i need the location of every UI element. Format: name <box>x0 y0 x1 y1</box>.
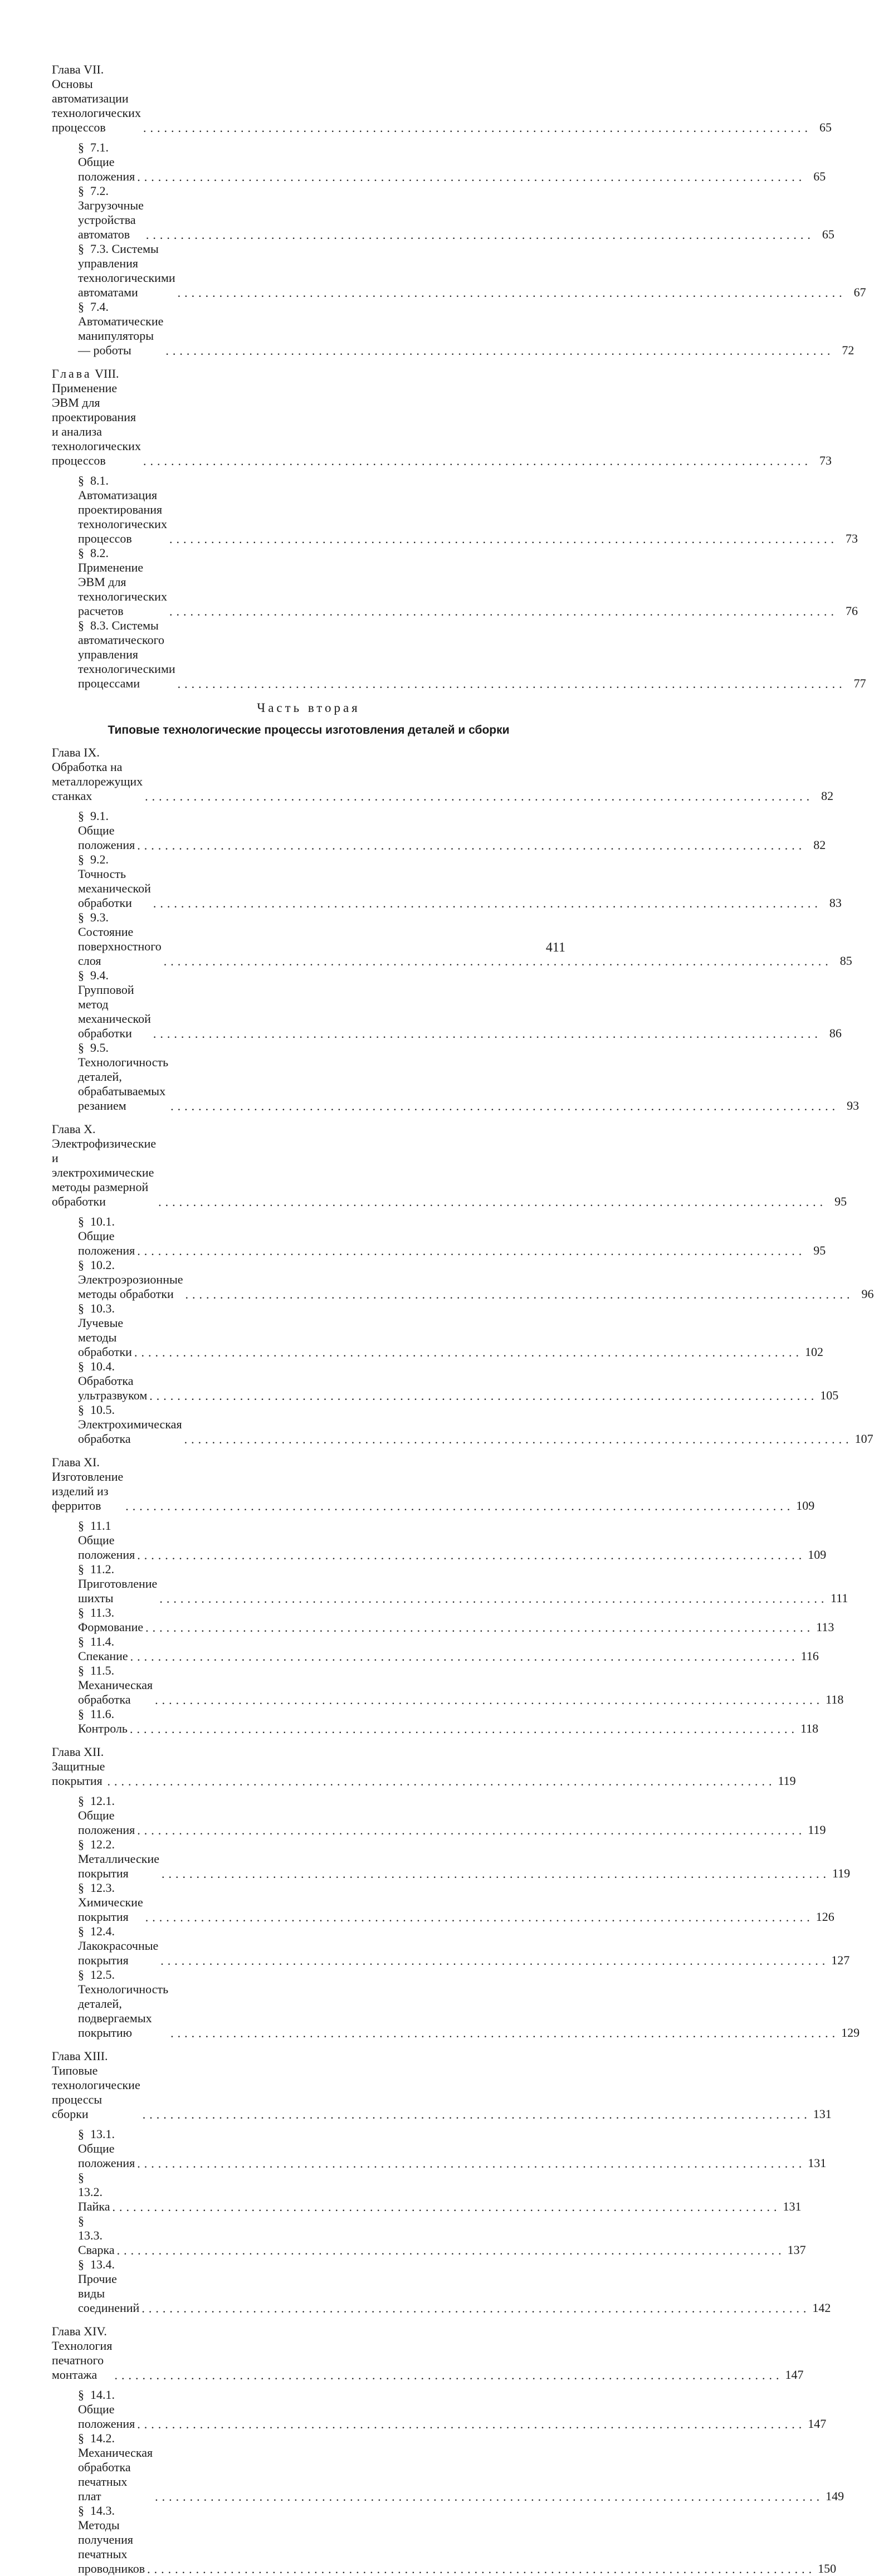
section-number: 14.2. <box>90 2431 115 2445</box>
section-number: 7.4. <box>90 300 109 314</box>
section-title <box>78 618 175 691</box>
section-label: Системы управления технологическими автоматами <box>78 242 175 299</box>
section-label: Общие положения <box>78 155 135 183</box>
section-number: 11.5. <box>90 1663 115 1677</box>
section-label: Методы получения печатных проводников <box>78 2518 145 2575</box>
section-symbol: § <box>78 2388 84 2402</box>
section-title <box>78 2170 110 2214</box>
section-page: 137 <box>787 2243 806 2257</box>
dot-leader: ................................................................................................ <box>149 1389 818 1403</box>
section-number: 13.3. <box>78 2228 102 2242</box>
dot-leader: ................................................................................................ <box>112 2200 781 2214</box>
section-list <box>52 474 866 691</box>
toc-section <box>52 1635 819 1663</box>
section-number: 8.1. <box>90 474 109 487</box>
toc-section <box>52 910 852 968</box>
dot-leader: ................................................................................................ <box>145 789 814 803</box>
section-symbol: § <box>78 809 84 823</box>
dot-leader: ................................................................................................ <box>155 2490 824 2504</box>
section-page: 105 <box>820 1388 839 1402</box>
dot-leader: ................................................................................................ <box>134 1345 803 1359</box>
toc-chapter-13 <box>52 2049 832 2121</box>
section-symbol: § <box>78 1041 84 1055</box>
chapter-page: 109 <box>796 1499 815 1513</box>
section-title <box>78 2388 135 2431</box>
dot-leader: ................................................................................................ <box>141 2301 810 2315</box>
toc-section <box>52 1707 819 1736</box>
section-page: 85 <box>839 954 852 968</box>
chapter-page: 73 <box>819 453 832 467</box>
section-symbol: § <box>78 1794 84 1808</box>
section-label: Приготовление шихты <box>78 1577 158 1605</box>
toc-section <box>52 618 866 691</box>
toc-section <box>52 852 842 910</box>
section-number: 10.4. <box>90 1359 115 1373</box>
section-page: 147 <box>808 2417 827 2431</box>
section-page: 116 <box>800 1649 819 1663</box>
section-number: 12.2. <box>90 1837 115 1851</box>
section-title <box>78 1881 143 1924</box>
section-page: 102 <box>804 1345 823 1359</box>
section-title <box>78 242 175 300</box>
section-number: 8.2. <box>90 546 109 560</box>
section-title <box>78 1794 135 1837</box>
section-number: 9.2. <box>90 852 109 866</box>
section-number: 12.5. <box>90 1968 115 1982</box>
section-symbol: § <box>78 546 84 560</box>
chapter-title: Глава XIV. Технология печатного монтажа <box>52 2324 113 2382</box>
section-symbol: § <box>78 300 84 314</box>
section-page: 113 <box>816 1620 834 1634</box>
section-title <box>78 2127 135 2170</box>
section-title <box>78 1301 132 1359</box>
section-number: 14.1. <box>90 2388 115 2402</box>
chapter-title: Глава VIII. Применение ЭВМ для проектирования и анализа технологических процессов <box>52 367 141 467</box>
dot-leader: ................................................................................................ <box>177 286 846 300</box>
section-symbol: § <box>78 1258 84 1272</box>
section-title <box>78 1606 143 1635</box>
toc-chapter-11 <box>52 1455 815 1513</box>
section-title <box>78 140 135 184</box>
chapter-title: Глава VII. Основы автоматизации технологических процессов <box>52 62 141 134</box>
dot-leader: ................................................................................................ <box>137 1823 806 1837</box>
toc-section <box>52 1606 834 1635</box>
chapter-page: 131 <box>813 2107 832 2121</box>
section-number: 10.2. <box>90 1258 115 1272</box>
section-title <box>78 2257 139 2315</box>
section-number: 12.1. <box>90 1794 115 1808</box>
toc-section <box>52 2257 831 2315</box>
dot-leader: ................................................................................................ <box>145 1621 814 1635</box>
section-number: 13.1. <box>90 2127 115 2141</box>
section-symbol: § <box>78 618 84 632</box>
section-title <box>78 1924 158 1968</box>
toc-section <box>52 2388 827 2431</box>
chapter-title: Глава XII. Защитные покрытия <box>52 1745 105 1788</box>
section-page: 119 <box>832 1866 851 1880</box>
dot-leader: ................................................................................................ <box>137 170 806 184</box>
toc-section <box>52 1794 826 1837</box>
chapter-page: 82 <box>821 789 834 803</box>
section-label: Пайка <box>78 2199 110 2213</box>
toc-section <box>52 546 858 618</box>
toc-section <box>52 1041 860 1113</box>
section-label: Применение ЭВМ для технологических расчетов <box>78 560 167 618</box>
toc-section <box>52 1519 827 1562</box>
section-label: Сварка <box>78 2243 115 2257</box>
chapter-title: Глава XIII. Типовые технологические процессы сборки <box>52 2049 140 2121</box>
section-label: Механическая обработка печатных плат <box>78 2446 153 2503</box>
toc-section <box>52 140 826 184</box>
section-title <box>78 968 151 1041</box>
section-page: 126 <box>816 1910 834 1924</box>
toc-section <box>52 809 826 852</box>
section-label: Технологичность деталей, подвергаемых покрытию <box>78 1982 169 2040</box>
section-page: 65 <box>813 169 826 183</box>
section-number: 7.2. <box>90 184 109 198</box>
section-page: 96 <box>861 1287 874 1301</box>
section-symbol: § <box>78 184 84 198</box>
dot-leader: ................................................................................................ <box>137 1548 806 1562</box>
section-title <box>78 1214 135 1258</box>
dot-leader: ................................................................................................ <box>153 1027 822 1041</box>
toc-section <box>52 968 842 1041</box>
section-title <box>78 1562 157 1606</box>
section-title <box>78 2214 115 2257</box>
section-title <box>78 1663 153 1707</box>
dot-leader: ................................................................................................ <box>145 1910 814 1924</box>
section-list <box>52 2388 844 2576</box>
section-page: 131 <box>808 2156 827 2170</box>
section-symbol: § <box>78 1837 84 1851</box>
section-label: Общие положения <box>78 1533 135 1562</box>
section-title <box>78 2431 153 2504</box>
section-symbol: § <box>78 1214 84 1228</box>
section-symbol: § <box>78 1359 84 1373</box>
section-title <box>78 546 167 618</box>
section-number: 11.4. <box>90 1635 115 1648</box>
section-page: 82 <box>813 838 826 852</box>
section-label: Общие положения <box>78 2402 135 2431</box>
section-number: 14.3. <box>90 2504 115 2518</box>
section-label: Механическая обработка <box>78 1678 153 1706</box>
dot-leader: ................................................................................................ <box>130 1650 799 1663</box>
chapter-page: 147 <box>785 2368 804 2382</box>
section-label: Прочие виды соединений <box>78 2272 140 2315</box>
section-label: Системы автоматического управления технологическими процессами <box>78 618 175 690</box>
section-page: 129 <box>841 2026 860 2040</box>
toc-chapter-8 <box>52 367 832 468</box>
dot-leader: ................................................................................................ <box>116 2243 785 2257</box>
section-page: 131 <box>783 2199 802 2213</box>
dot-leader: ................................................................................................ <box>137 2417 806 2431</box>
toc-section <box>52 184 834 242</box>
dot-leader: ................................................................................................ <box>160 1954 829 1968</box>
chapter-title: Глава X. Электрофизические и электрохимические методы размерной обработки <box>52 1122 157 1208</box>
section-page: 86 <box>829 1026 842 1040</box>
toc-section <box>52 1214 826 1258</box>
section-label: Точность механической обработки <box>78 867 151 910</box>
section-list <box>52 1794 860 2040</box>
section-label: Групповой метод механической обработки <box>78 983 151 1040</box>
section-label: Общие положения <box>78 1808 135 1837</box>
section-label: Автоматические манипуляторы — роботы <box>78 314 164 357</box>
section-title <box>78 1041 168 1113</box>
section-title <box>78 852 151 910</box>
toc-chapter-14 <box>52 2324 804 2382</box>
section-title <box>78 1403 182 1446</box>
section-symbol: § <box>78 1519 84 1533</box>
section-number: 7.1. <box>90 140 109 154</box>
section-title <box>78 1707 128 1736</box>
dot-leader: ................................................................................................ <box>145 228 814 242</box>
dot-leader: ................................................................................................ <box>185 1287 854 1301</box>
toc-section <box>52 1403 873 1446</box>
toc-section <box>52 474 858 546</box>
dot-leader: ................................................................................................ <box>153 896 822 910</box>
section-list <box>52 1214 874 1446</box>
section-page: 109 <box>808 1548 827 1562</box>
section-page: 83 <box>829 896 842 910</box>
dot-leader: ................................................................................................ <box>158 1195 827 1209</box>
toc-section <box>52 2170 802 2214</box>
section-list <box>52 809 860 1113</box>
section-number: 9.4. <box>90 968 109 982</box>
section-page: 111 <box>830 1591 848 1605</box>
section-title <box>78 300 163 358</box>
toc-section <box>52 2504 837 2576</box>
toc-section <box>52 300 855 358</box>
section-symbol: § <box>78 1707 84 1721</box>
section-page: 150 <box>818 2562 837 2575</box>
dot-leader: ................................................................................................ <box>107 1774 776 1788</box>
chapter-title: Глава XI. Изготовление изделий из ферритов <box>52 1455 124 1513</box>
section-symbol: § <box>78 1881 84 1895</box>
section-number: 10.1. <box>90 1214 115 1228</box>
section-symbol: § <box>78 2127 84 2141</box>
section-symbol: § <box>78 1606 84 1619</box>
section-number: 13.4. <box>90 2257 115 2271</box>
section-page: 149 <box>826 2489 844 2503</box>
section-symbol: § <box>78 2170 84 2184</box>
section-number: 12.3. <box>90 1881 115 1895</box>
toc-chapter-9 <box>52 745 834 803</box>
section-title <box>78 1837 159 1881</box>
section-page: 93 <box>847 1099 860 1113</box>
section-label: Контроль <box>78 1721 128 1735</box>
section-label: Лучевые методы обработки <box>78 1316 132 1359</box>
section-label: Общие положения <box>78 2141 135 2170</box>
part-title: Часть вторая <box>257 701 360 715</box>
section-number: 10.3. <box>90 1301 115 1315</box>
toc-section <box>52 1924 850 1968</box>
section-page: 119 <box>808 1823 826 1837</box>
page-number: 411 <box>545 940 565 955</box>
chapter-title: Глава IX. Обработка на металлорежущих станках <box>52 745 143 803</box>
section-symbol: § <box>78 2257 84 2271</box>
section-symbol: § <box>78 910 84 924</box>
section-number: 8.3. <box>90 618 109 632</box>
toc-chapter-7 <box>52 62 832 135</box>
section-number: 11.6. <box>90 1707 115 1721</box>
section-symbol: § <box>78 1663 84 1677</box>
section-label: Общие положения <box>78 823 135 852</box>
dot-leader: ................................................................................................ <box>137 838 806 852</box>
dot-leader: ................................................................................................ <box>143 454 812 468</box>
section-title <box>78 1258 183 1301</box>
dot-leader: ................................................................................................ <box>163 954 832 968</box>
section-label: Спекание <box>78 1649 128 1663</box>
section-page: 73 <box>845 531 858 545</box>
section-title <box>78 184 144 242</box>
section-title <box>78 809 135 852</box>
section-symbol: § <box>78 1403 84 1417</box>
section-symbol: § <box>78 2431 84 2445</box>
dot-leader: ................................................................................................ <box>165 344 834 358</box>
section-page: 76 <box>845 604 858 618</box>
section-symbol: § <box>78 1301 84 1315</box>
chapter-page: 65 <box>819 120 832 134</box>
section-symbol: § <box>78 1968 84 1982</box>
section-symbol: § <box>78 2214 84 2228</box>
section-list <box>52 140 866 358</box>
section-number: 7.3. <box>90 242 109 256</box>
section-label: Электроэрозионные методы обработки <box>78 1272 183 1301</box>
toc-section <box>52 1837 851 1881</box>
section-label: Лакокрасочные покрытия <box>78 1939 159 1967</box>
dot-leader: ................................................................................................ <box>155 1693 824 1707</box>
toc-section <box>52 1968 860 2040</box>
section-number: 12.4. <box>90 1924 115 1938</box>
section-number: 11.1 <box>90 1519 111 1533</box>
section-symbol: § <box>78 1635 84 1648</box>
section-symbol: § <box>78 140 84 154</box>
section-symbol: § <box>78 1562 84 1576</box>
section-symbol: § <box>78 968 84 982</box>
section-page: 142 <box>812 2301 831 2315</box>
dot-leader: ................................................................................................ <box>125 1499 794 1513</box>
toc-section <box>52 2214 806 2257</box>
section-number: 9.1. <box>90 809 109 823</box>
dot-leader: ................................................................................................ <box>170 1099 839 1113</box>
dot-leader: ................................................................................................ <box>137 1244 806 1258</box>
section-label: Обработка ультразвуком <box>78 1374 148 1402</box>
toc-section <box>52 2127 827 2170</box>
dot-leader: ................................................................................................ <box>169 604 838 618</box>
section-symbol: § <box>78 242 84 256</box>
chapter-page: 95 <box>834 1194 847 1208</box>
dot-leader: ................................................................................................ <box>143 121 812 135</box>
section-list <box>52 2127 831 2315</box>
section-label: Загрузочные устройства автоматов <box>78 198 144 241</box>
section-page: 77 <box>853 676 866 690</box>
table-of-contents <box>52 62 874 2576</box>
section-label: Технологичность деталей, обрабатываемых резанием <box>78 1055 169 1113</box>
dot-leader: ................................................................................................ <box>170 2026 839 2040</box>
toc-section <box>52 1663 844 1707</box>
section-label: Электрохимическая обработка <box>78 1417 182 1446</box>
section-title <box>78 1968 168 2040</box>
dot-leader: ................................................................................................ <box>161 1867 830 1881</box>
section-page: 65 <box>822 227 834 241</box>
section-number: 9.3. <box>90 910 109 924</box>
toc-chapter-10 <box>52 1122 847 1209</box>
section-number: 10.5. <box>90 1403 115 1417</box>
section-page: 67 <box>853 285 866 299</box>
part-subtitle: Типовые технологические процессы изготовления деталей и сборки <box>108 724 510 736</box>
dot-leader: ................................................................................................ <box>137 2157 806 2170</box>
section-label: Автоматизация проектирования технологических процессов <box>78 488 167 545</box>
toc-section <box>52 1301 823 1359</box>
section-page: 118 <box>800 1721 819 1735</box>
section-label: Общие положения <box>78 1229 135 1257</box>
section-number: 11.3. <box>90 1606 115 1619</box>
toc-chapter-12 <box>52 1745 796 1788</box>
section-page: 107 <box>855 1432 873 1446</box>
section-title <box>78 910 162 968</box>
toc-section <box>52 1258 874 1301</box>
section-page: 127 <box>831 1953 850 1967</box>
section-number: 11.2. <box>90 1562 115 1576</box>
section-list <box>52 1519 848 1736</box>
toc-section <box>52 242 866 300</box>
toc-section <box>52 2431 844 2504</box>
section-number: 9.5. <box>90 1041 109 1055</box>
dot-leader: ................................................................................................ <box>142 2107 811 2121</box>
chapter-page: 119 <box>778 1774 796 1788</box>
toc-section <box>52 1881 834 1924</box>
section-symbol: § <box>78 1924 84 1938</box>
section-label: Металлические покрытия <box>78 1852 159 1880</box>
section-title <box>78 1359 147 1403</box>
dot-leader: ................................................................................................ <box>114 2368 783 2382</box>
section-title <box>78 2504 145 2576</box>
section-symbol: § <box>78 852 84 866</box>
dot-leader: ................................................................................................ <box>184 1432 853 1446</box>
section-label: Химические покрытия <box>78 1895 143 1924</box>
section-label: Формование <box>78 1620 144 1634</box>
section-label: Состояние поверхностного слоя <box>78 925 162 968</box>
section-title <box>78 1519 135 1562</box>
dot-leader: ................................................................................................ <box>129 1722 798 1736</box>
section-title <box>78 474 167 546</box>
section-number: 13.2. <box>78 2185 102 2199</box>
section-page: 72 <box>842 343 855 357</box>
toc-section <box>52 1359 839 1403</box>
dot-leader: ................................................................................................ <box>177 677 846 691</box>
dot-leader: ................................................................................................ <box>147 2562 816 2576</box>
dot-leader: ................................................................................................ <box>169 532 838 546</box>
section-title <box>78 1635 128 1663</box>
toc-section <box>52 1562 848 1606</box>
section-symbol: § <box>78 474 84 487</box>
section-page: 95 <box>813 1243 826 1257</box>
dot-leader: ................................................................................................ <box>159 1592 828 1606</box>
section-symbol: § <box>78 2504 84 2518</box>
section-page: 118 <box>826 1692 844 1706</box>
